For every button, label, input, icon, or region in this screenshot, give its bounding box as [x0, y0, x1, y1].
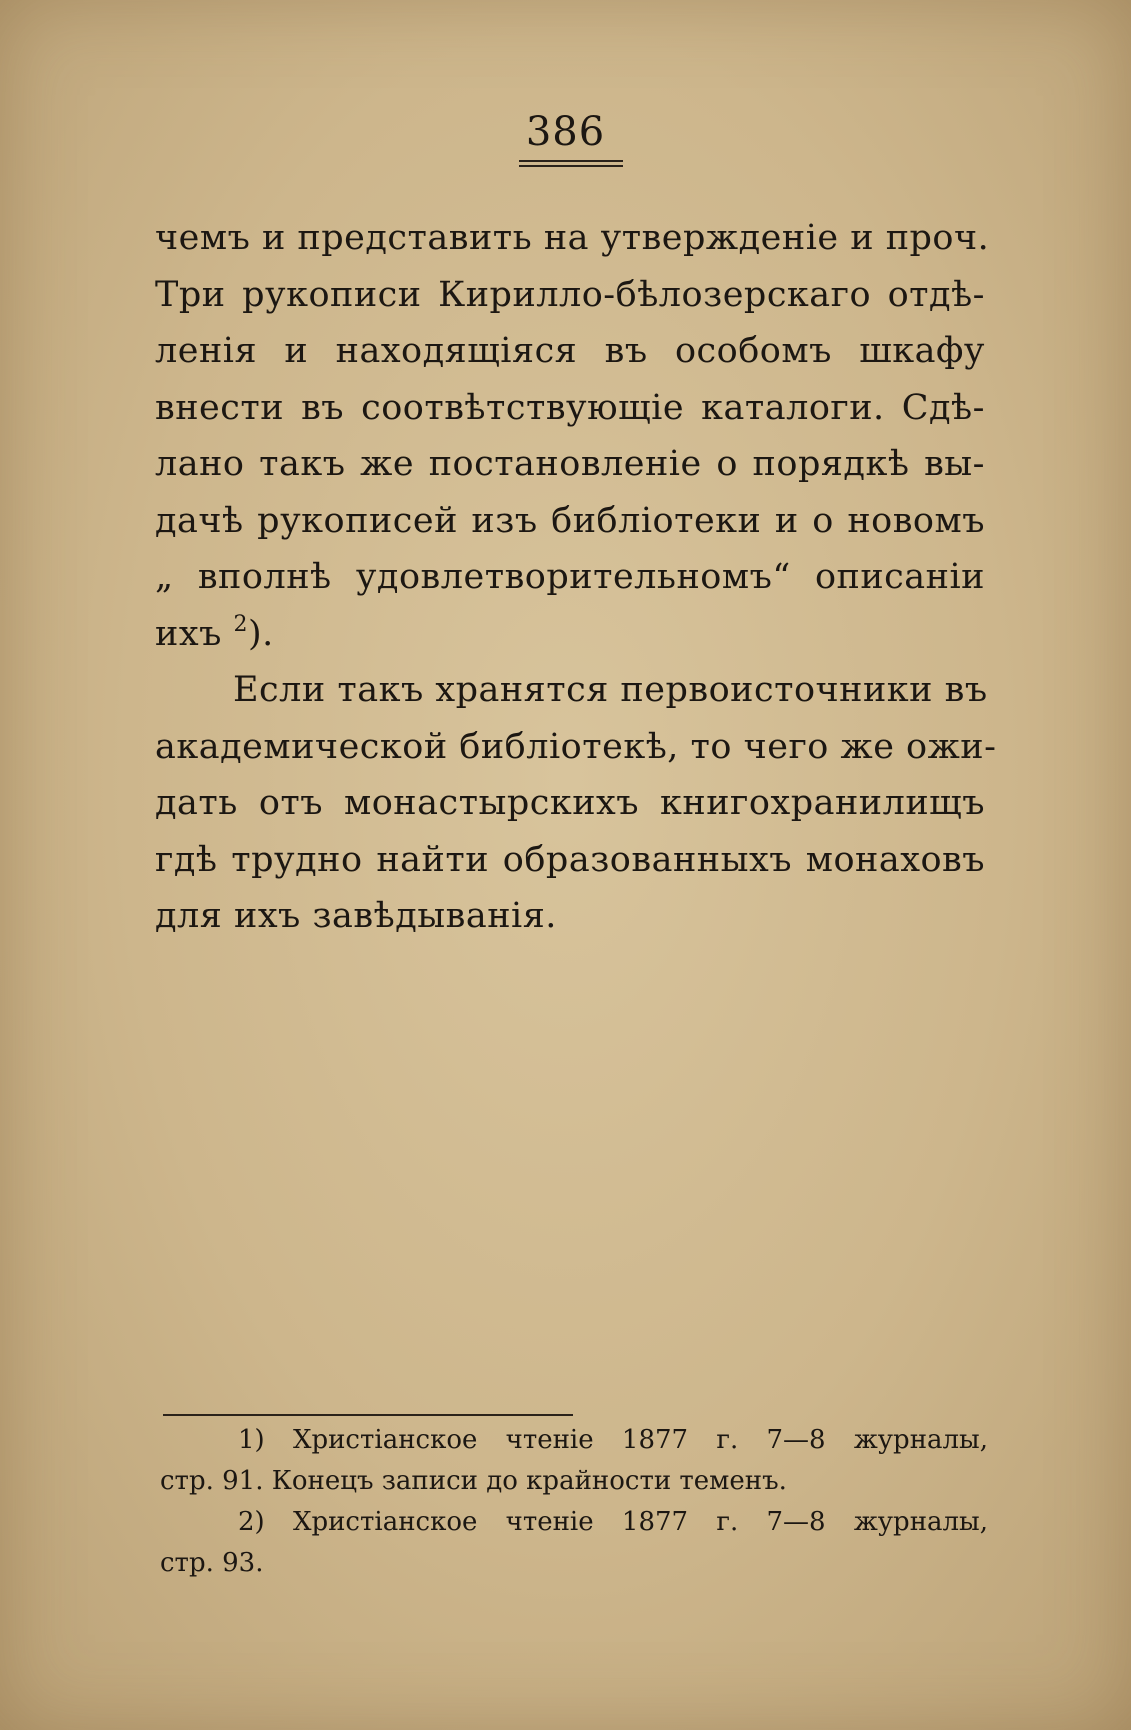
text-line: гдѣ трудно найти образованныхъ монаховъ: [155, 839, 985, 880]
footnote-line: стр. 91. Конецъ записи до крайности теменъ.: [160, 1466, 787, 1496]
text-line: внести въ соотвѣтствующіе каталоги. Сдѣ-: [155, 387, 985, 428]
text-line: дать отъ монастырскихъ книгохранилищъ: [155, 783, 985, 823]
text-line: Если такъ хранятся первоисточники въ: [233, 670, 988, 710]
page-number: 386: [525, 109, 606, 155]
footnote: [160, 1420, 988, 1502]
text-line: дачѣ рукописей изъ библіотеки и о новомъ: [155, 500, 985, 541]
footnote-line: 2) Христіанское чтеніе 1877 г. 7—8 журналы,: [238, 1507, 988, 1537]
footnote-separator: [163, 1414, 573, 1416]
body-text: [155, 210, 997, 945]
text-fragment: ).: [247, 613, 274, 654]
text-fragment: ихъ: [155, 613, 234, 654]
text-line: лано такъ же постановленіе о порядкѣ вы-: [155, 444, 985, 484]
page-number-double-rule: [519, 160, 623, 167]
text-line: ленія и находящіяся въ особомъ шкафу: [155, 331, 985, 371]
text-line: академической библіотекѣ, то чего же ожи-: [155, 726, 997, 767]
paragraph: [155, 662, 997, 945]
footnote-reference: 2: [233, 611, 248, 637]
text-line: для ихъ завѣдыванія.: [155, 896, 557, 936]
text-line: [155, 606, 985, 663]
text-line: „ вполнѣ удовлетворительномъ“ описаніи: [155, 557, 985, 597]
footnote: [160, 1502, 988, 1584]
text-line: Три рукописи Кирилло-бѣлозерскаго отдѣ-: [155, 274, 985, 315]
footnote-line: 1) Христіанское чтеніе 1877 г. 7—8 журналы,: [238, 1425, 988, 1455]
footnotes: [160, 1420, 988, 1584]
text-line: чемъ и представить на утвержденіе и проч.: [155, 218, 990, 258]
footnote-line: стр. 93.: [160, 1548, 264, 1578]
paragraph: [155, 210, 990, 662]
